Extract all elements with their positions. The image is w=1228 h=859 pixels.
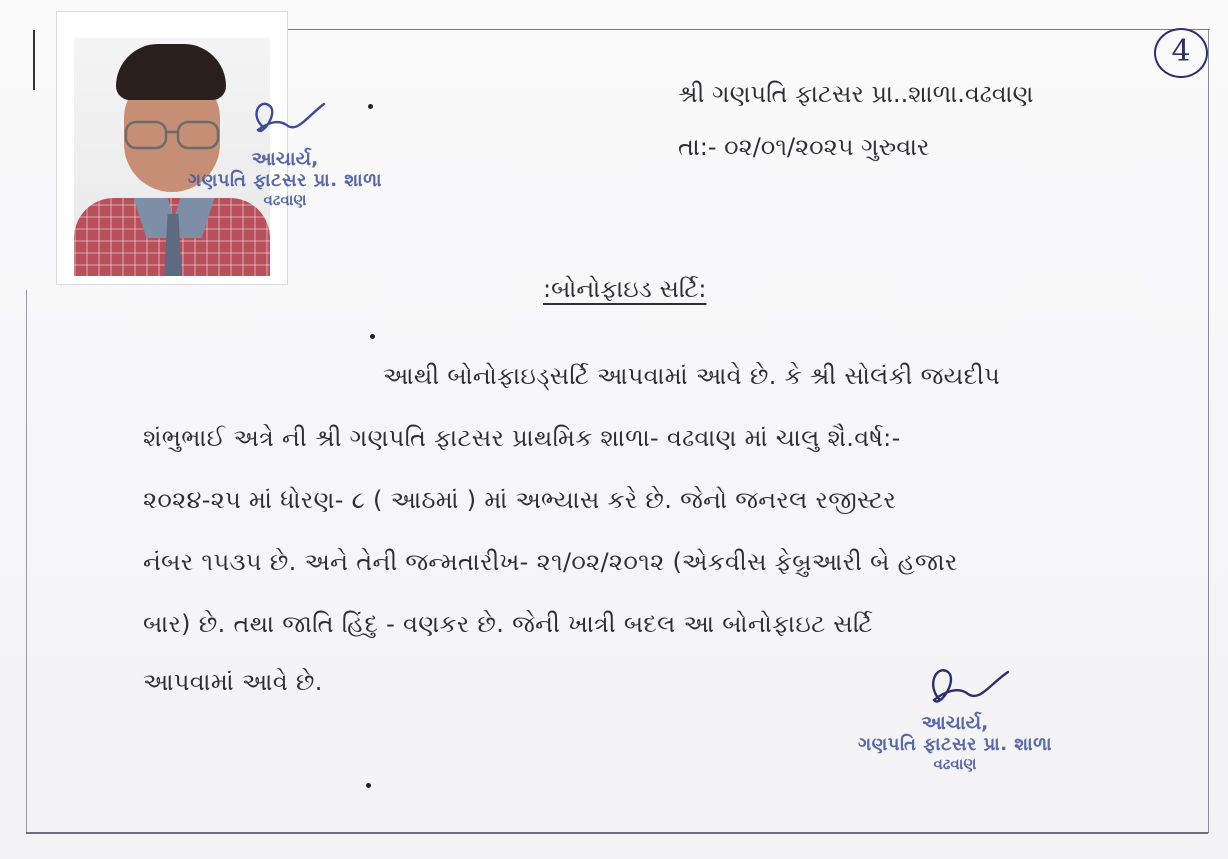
- stamp-bottom-title: આચાર્ય,: [921, 712, 989, 734]
- body-line-2: શંભુભાઈ અત્રે ની શ્રી ગણપતિ ફાટસર પ્રાથમિક શાળા- વઢવાણ માં ચાલુ શૈ.વર્ષ:-: [143, 424, 901, 452]
- page-number-badge: 4: [1154, 28, 1208, 78]
- school-name: શ્રી ગણપતિ ફાટસર પ્રા..શાળા.વઢવાણ: [678, 80, 1034, 108]
- photo-hair: [116, 44, 226, 100]
- margin-mark: [33, 30, 35, 90]
- stamp-bottom-place: વઢવાણ: [933, 755, 977, 773]
- stamp-top-title: આચાર્ય,: [251, 148, 319, 170]
- border-bottom-line: [26, 832, 1208, 834]
- signature-top: [248, 96, 338, 146]
- body-line-5: બાર) છે. તથા જાતિ હિંદુ - વણકર છે. જેની ખાત્રી બદલ આ બોનોફાઇટ સર્ટિ: [143, 610, 873, 638]
- stamp-bottom: [800, 712, 1110, 773]
- border-left-line: [26, 290, 27, 832]
- body-line-6: આપવામાં આવે છે.: [143, 668, 323, 696]
- stamp-top-place: વઢવાણ: [263, 191, 307, 209]
- ink-dot: [366, 783, 371, 788]
- border-top-line: [285, 29, 1210, 30]
- certificate-title: :બોનોફાઇડ સર્ટિ:: [543, 275, 707, 303]
- stamp-bottom-school: ગણપતિ ફાટસર પ્રા. શાળા: [857, 734, 1053, 755]
- ink-dot: [370, 334, 375, 339]
- body-line-4: નંબર ૧૫૩૫ છે. અને તેની જન્મતારીખ- ૨૧/૦૨/૨૦૧૨ (એકવીસ ફેબ્રુઆરી બે હજાર: [143, 548, 958, 576]
- body-line-1: આથી બોનોફાઇડ્સર્ટિ આપવામાં આવે છે. કે શ્રી સોલંકી જયદીપ: [383, 362, 1001, 390]
- stamp-top: [140, 148, 430, 209]
- glasses-icon: [122, 118, 222, 152]
- border-right-line: [1208, 29, 1209, 833]
- date-line: તા:- ૦૨/૦૧/૨૦૨૫ ગુરુવાર: [678, 133, 930, 161]
- stamp-top-school: ગણપતિ ફાટસર પ્રા. શાળા: [187, 170, 383, 191]
- body-line-3: ૨૦૨૪-૨૫ માં ધોરણ- ૮ ( આઠમાં ) માં અભ્યાસ કરે છે. જેનો જનરલ રજીસ્ટર: [143, 486, 897, 514]
- signature-bottom: [922, 660, 1022, 716]
- ink-dot: [368, 104, 373, 109]
